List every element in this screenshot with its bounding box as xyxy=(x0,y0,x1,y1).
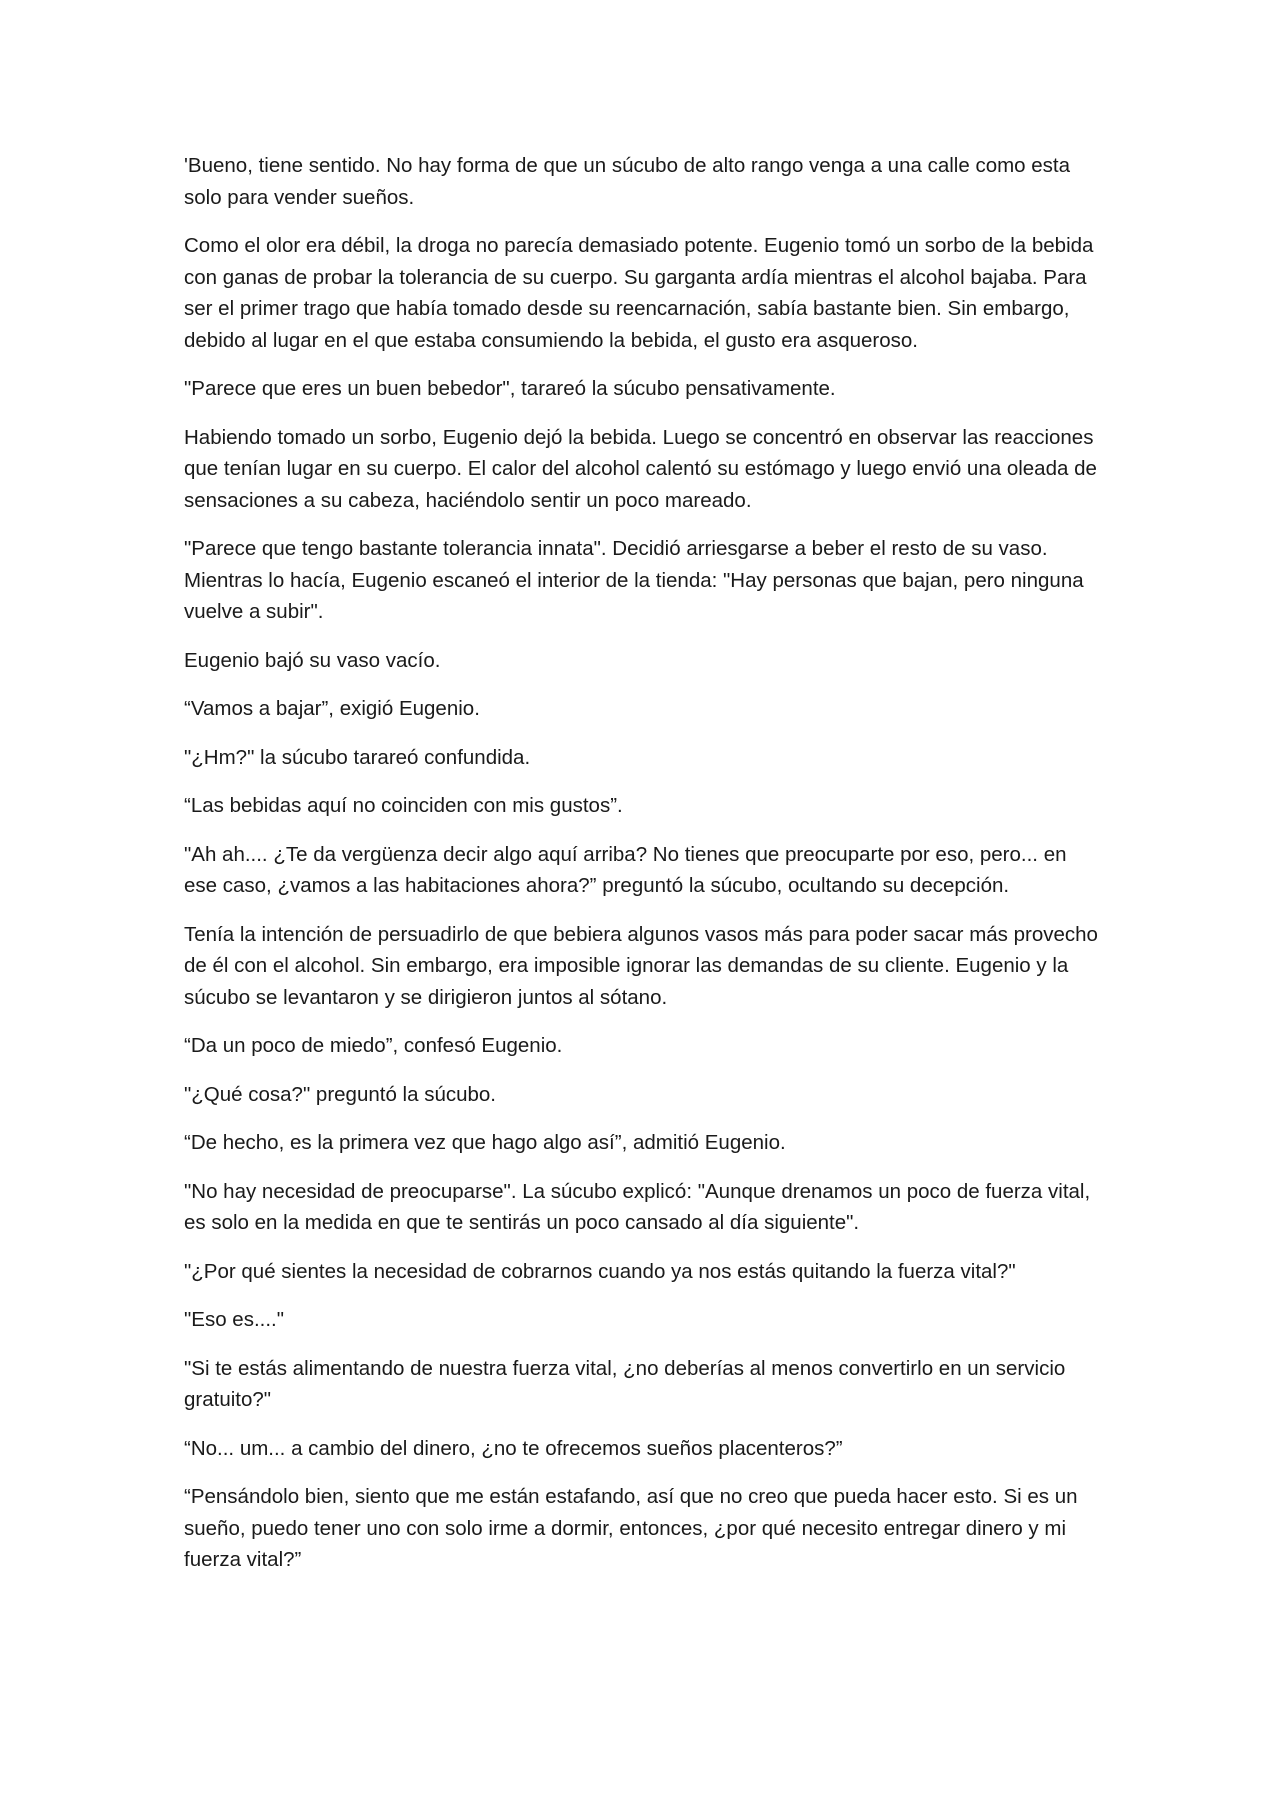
paragraph: Habiendo tomado un sorbo, Eugenio dejó la bebida. Luego se concentró en observar las reacciones que tenían lugar en su cuerpo. El calor del alcohol calentó su estómago y luego envió una oleada de sensaciones a su cabeza, haciéndolo sentir un poco mareado. xyxy=(184,425,1097,512)
paragraph: “Vamos a bajar”, exigió Eugenio. xyxy=(184,697,480,720)
paragraph: "Parece que eres un buen bebedor", tarareó la súcubo pensativamente. xyxy=(184,377,836,400)
paragraph: “Pensándolo bien, siento que me están estafando, así que no creo que pueda hacer esto. Si es un sueño, puedo tener uno con solo irme a dormir, entonces, ¿por qué necesito entregar dinero y mi fuerza vital?” xyxy=(184,1485,1078,1571)
paragraph: "Si te estás alimentando de nuestra fuerza vital, ¿no deberías al menos convertirlo en un servicio gratuito?" xyxy=(184,1356,1066,1411)
paragraph: Eugenio bajó su vaso vacío. xyxy=(184,648,441,672)
paragraph: "Eso es...." xyxy=(184,1308,285,1331)
paragraph: 'Bueno, tiene sentido. No hay forma de que un súcubo de alto rango venga a una calle como esta solo para vender sueños. xyxy=(184,154,1071,209)
paragraph: "¿Por qué sientes la necesidad de cobrarnos cuando ya nos estás quitando la fuerza vital?" xyxy=(184,1259,1016,1283)
paragraph: Como el olor era débil, la droga no parecía demasiado potente. Eugenio tomó un sorbo de la bebida con ganas de probar la tolerancia de su cuerpo. Su garganta ardía mientras el alcohol bajaba. Para ser el primer trago que había tomado desde su reencarnación, sabía bastante bien. Sin embargo, debido al lugar en el que estaba consumiendo la bebida, el gusto era asqueroso. xyxy=(184,234,1094,352)
paragraph: “Las bebidas aquí no coinciden con mis gustos”. xyxy=(184,794,623,817)
paragraph: "Parece que tengo bastante tolerancia innata". Decidió arriesgarse a beber el resto de su vaso. Mientras lo hacía, Eugenio escaneó el interior de la tienda: "Hay personas que bajan, pero ninguna vuelve a subir". xyxy=(184,537,1084,623)
paragraph: “De hecho, es la primera vez que hago algo así”, admitió Eugenio. xyxy=(184,1131,786,1154)
paragraph: "¿Qué cosa?" preguntó la súcubo. xyxy=(184,1082,496,1106)
paragraph: "¿Hm?" la súcubo tarareó confundida. xyxy=(184,745,531,769)
paragraph: “No... um... a cambio del dinero, ¿no te ofrecemos sueños placenteros?” xyxy=(184,1436,843,1460)
paragraph: "No hay necesidad de preocuparse". La súcubo explicó: "Aunque drenamos un poco de fuerza vital, es solo en la medida en que te sentirás un poco cansado al día siguiente". xyxy=(184,1179,1091,1234)
document-body xyxy=(184,150,1104,1593)
paragraph: “Da un poco de miedo”, confesó Eugenio. xyxy=(184,1034,563,1057)
paragraph: Tenía la intención de persuadirlo de que bebiera algunos vasos más para poder sacar más provecho de él con el alcohol. Sin embargo, era imposible ignorar las demandas de su cliente. Eugenio y la súcubo se levantaron y se dirigieron juntos al sótano. xyxy=(184,922,1098,1009)
paragraph: "Ah ah.... ¿Te da vergüenza decir algo aquí arriba? No tienes que preocuparte por eso, pero... en ese caso, ¿vamos a las habitaciones ahora?” preguntó la súcubo, ocultando su decepción. xyxy=(184,842,1067,897)
